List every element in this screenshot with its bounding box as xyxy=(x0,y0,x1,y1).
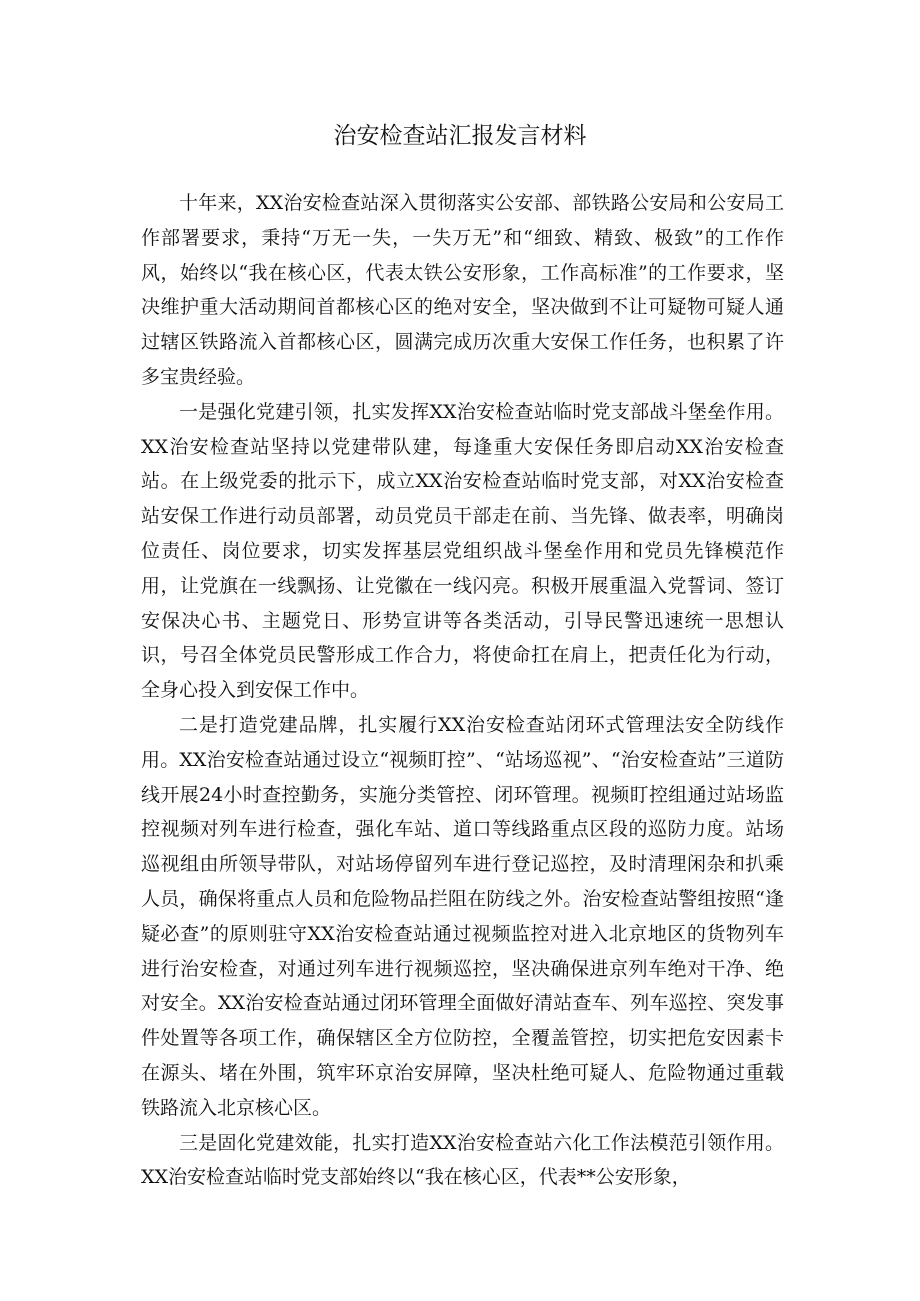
paragraph-point-two: 二是打造党建品牌，扎实履行XX治安检查站闭环式管理法安全防线作用。XX治安检查站通过设立“视频盯控”、“站场巡视”、“治安检查站”三道防线开展24小时查控勤务，实施分类管控、闭环管理。视频盯控组通过站场监控视频对列车进行检查，强化车站、道口等线路重点区段的巡防力度。站场巡视组由所领导带队，对站场停留列车进行登记巡控，及时清理闲杂和扒乘人员，确保将重点人员和危险物品拦阻在防线之外。治安检查站警组按照“逢疑必查”的原则驻守XX治安检查站通过视频监控对进入北京地区的货物列车进行治安检查，对通过列车进行视频巡控，坚决确保进京列车绝对干净、绝对安全。XX治安检查站通过闭环管理全面做好清站查车、列车巡控、突发事件处置等各项工作，确保辖区全方位防控，全覆盖管控，切实把危安因素卡在源头、堵在外围，筑牢环京治安屏障，坚决杜绝可疑人、危险物通过重载铁路流入北京核心区。 xyxy=(141,713,784,1119)
paragraph-intro: 十年来，XX治安检查站深入贯彻落实公安部、部铁路公安局和公安局工作部署要求，秉持“万无一失，一失万无”和“细致、精致、极致”的工作作风，始终以“我在核心区，代表太铁公安形象，工作高标准”的工作要求，坚决维护重大活动期间首都核心区的绝对安全，坚决做到不让可疑物可疑人通过辖区铁路流入首都核心区，圆满完成历次重大安保工作任务，也积累了许多宝贵经验。 xyxy=(141,192,784,388)
document-title: 治安检查站汇报发言材料 xyxy=(333,123,587,149)
document-body xyxy=(141,186,784,1195)
paragraph-point-three: 三是固化党建效能，扎实打造XX治安检查站六化工作法模范引领作用。XX治安检查站临时党支部始终以“我在核心区，代表**公安形象， xyxy=(141,1131,784,1189)
paragraph-point-one: 一是强化党建引领，扎实发挥XX治安检查站临时党支部战斗堡垒作用。XX治安检查站坚持以党建带队建，每逢重大安保任务即启动XX治安检查站。在上级党委的批示下，成立XX治安检查站临时党支部，对XX治安检查站安保工作进行动员部署，动员党员干部走在前、当先锋、做表率，明确岗位责任、岗位要求，切实发挥基层党组织战斗堡垒作用和党员先锋模范作用，让党旗在一线飘扬、让党徽在一线闪亮。积极开展重温入党誓词、签订安保决心书、主题党日、形势宣讲等各类活动，引导民警迅速统一思想认识，号召全体党员民警形成工作合力，将使命扛在肩上，把责任化为行动，全身心投入到安保工作中。 xyxy=(141,400,784,702)
